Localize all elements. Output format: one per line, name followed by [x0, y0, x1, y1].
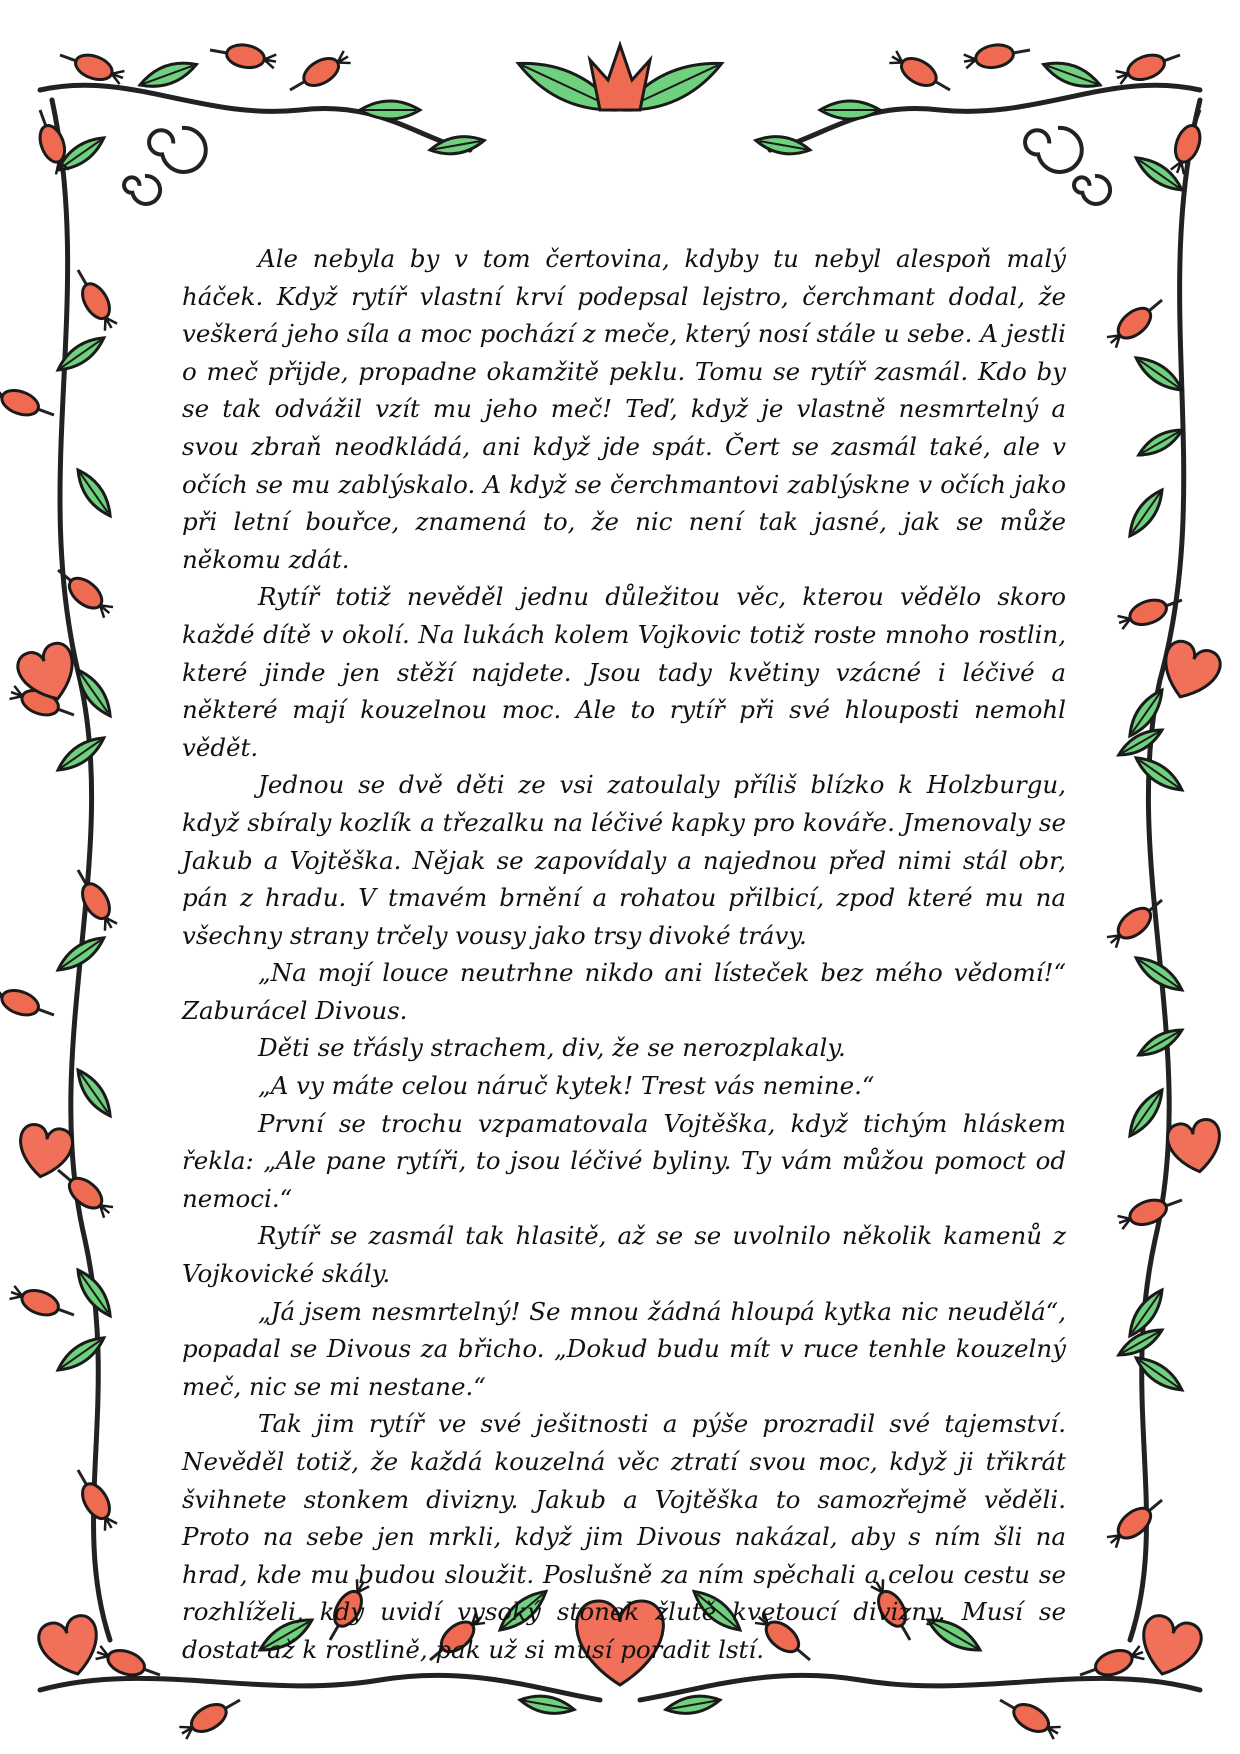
story-paragraph: „A vy máte celou náruč kytek! Trest vás nemine.“ — [258, 1071, 875, 1101]
spiral-tendril-icon — [1025, 128, 1082, 172]
heart-flower-icon — [1154, 637, 1224, 706]
rosehip-berry-icon — [1104, 292, 1169, 352]
leaf-icon — [71, 1065, 116, 1120]
story-text — [182, 240, 1066, 1669]
spiral-tendril-icon — [149, 128, 206, 172]
rosehip-berry-icon — [886, 47, 955, 100]
rosehip-berry-icon — [0, 382, 58, 426]
story-paragraph: Jednou se dvě děti ze vsi zatoulaly příliš blízko k Holzburgu, když sbíraly kozlík a třezalku na léčivé kapky pro kováře. Jmenovaly se Jakub a Vojtěška. Nějak se zapovídaly a najednou před nimi stál obr, pán z hradu. V tmavém brnění a rohatou přilbicí, zpod které mu na všechny strany trčely vousy jako trsy divoké trávy. — [182, 770, 1066, 950]
vine-stem — [52, 100, 110, 1640]
story-paragraph: Děti se třásly strachem, div, že se nerozplakaly. — [258, 1033, 846, 1063]
rosehip-berry-icon — [1113, 45, 1183, 89]
leaf-icon — [71, 665, 116, 720]
leaf-icon — [1041, 56, 1104, 93]
rosehip-berry-icon — [68, 865, 121, 934]
heart-flower-icon — [15, 1122, 75, 1181]
rosehip-berry-icon — [51, 1162, 116, 1222]
rosehip-berry-icon — [962, 39, 1032, 72]
leaf-icon — [53, 331, 108, 376]
heart-flower-icon — [35, 1612, 105, 1681]
tulip-crown-icon — [590, 45, 650, 110]
rosehip-berry-icon — [0, 982, 58, 1026]
leaf-icon — [1135, 424, 1185, 461]
story-paragraph: Rytíř se zasmál tak hlasitě, až se se uvolnilo několik kamenů z Vojkovické skály. — [182, 1221, 1066, 1289]
leaf-icon — [1132, 351, 1187, 396]
rosehip-berry-icon — [51, 562, 116, 622]
leaf-icon — [53, 731, 108, 776]
leaf-icon — [137, 56, 200, 93]
story-paragraph: Tak jim rytíř ve své ješitnosti a pýše prozradil své tajemství. Nevěděl totiž, že každá kouzelná věc ztratí svou moc, když ji třikrát švihnete stonkem divizny. Jakub a Vojtěška to samozřejmě věděli. Proto na sebe jen mrkli, když jim Divous nakázal, aby s ním šli na hrad, kde mu budou sloužit. Poslušně za ním spěchali a celou cestu se rozhlíželi, kdy uvidí vysoký stonek žlutě kvetoucí divizny. Musí se dostat až k rostlině, pak už si musí poradit lstí. — [182, 1409, 1066, 1664]
leaf-icon — [1123, 485, 1168, 540]
rosehip-berry-icon — [176, 1690, 245, 1743]
story-paragraph: Ale nebyla by v tom čertovina, kdyby tu nebyl alespoň malý háček. Když rytíř vlastní krví podepsal lejstro, čerchmant dodal, že veškerá jeho síla a moc pochází z meče, který nosí stále u sebe. A jestli o meč přijde, propadne okamžitě peklu. Tomu se rytíř zasmál. Kdo by se tak odvážil vzít mu jeho meč! Teď, když je vlastně nesmrtelný a svou zbraň neodkládá, ani když jde spát. Čert se zasmál také, ale v očích se mu zablýskalo. A když se čerchmantovi zablýskne v očích jako při letní bouřce, znamená to, že nic není tak jasné, jak se může někomu zdát. — [182, 244, 1066, 574]
heart-flower-icon — [1165, 1117, 1225, 1176]
leaf-icon — [1123, 1085, 1168, 1140]
leaf-icon — [754, 133, 811, 158]
rosehip-berry-icon — [285, 47, 354, 100]
rosehip-berry-icon — [56, 45, 126, 89]
vine-stem — [640, 1675, 1200, 1700]
leaf-icon — [71, 465, 116, 520]
spiral-tendril-icon — [124, 176, 160, 204]
leaf-icon — [1135, 1024, 1185, 1061]
rosehip-berry-icon — [1115, 1190, 1185, 1234]
story-paragraph: Rytíř totiž nevěděl jednu důležitou věc, kterou vědělo skoro každé dítě v okolí. Na lukách kolem Vojkovic totiž roste mnoho rostlin, které jinde jen stěží najdete. Jsou tady květiny vzácné i léčivé a některé mají kouzelnou moc. Ale to rytíř při své hlouposti nemohl vědět. — [182, 582, 1066, 762]
story-paragraph: „Na mojí louce neutrhne nikdo ani lísteček bez mého vědomí!“ Zaburácel Divous. — [182, 958, 1066, 1025]
story-paragraph: „Já jsem nesmrtelný! Se mnou žádná hloupá kytka nic neudělá“, popadal se Divous za břicho. „Dokud budu mít v ruce tenhle kouzelný meč, nic se mi nestane.“ — [182, 1296, 1066, 1401]
rosehip-berry-icon — [68, 265, 121, 334]
vine-stem — [40, 1675, 600, 1700]
story-paragraph: První se trochu vzpamatovala Vojtěška, když tichým hláskem řekla: „Ale pane rytíři, to jsou léčivé byliny. Ty vám můžou pomoct od nemoci.“ — [182, 1108, 1066, 1213]
heart-flower-icon — [1134, 1612, 1204, 1681]
leaf-icon — [1132, 751, 1187, 796]
rosehip-berry-icon — [7, 1282, 77, 1326]
rosehip-berry-icon — [1104, 1492, 1169, 1552]
leaf-icon — [429, 133, 486, 158]
spiral-tendril-icon — [1074, 176, 1110, 204]
rosehip-berry-icon — [995, 1690, 1064, 1743]
rosehip-berry-icon — [208, 39, 278, 72]
